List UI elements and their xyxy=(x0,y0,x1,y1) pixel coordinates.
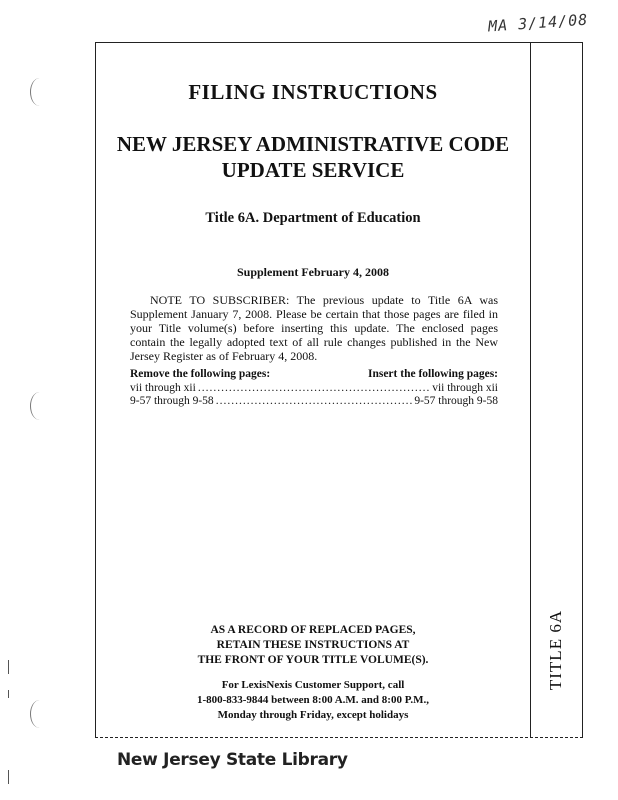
remove-pages: 9-57 through 9-58 xyxy=(130,395,214,407)
edge-mark xyxy=(8,770,9,784)
insert-pages: vii through xii xyxy=(432,381,498,394)
record-line: AS A RECORD OF REPLACED PAGES, xyxy=(210,624,416,636)
binder-hole-mark xyxy=(30,392,49,420)
dot-leader xyxy=(216,395,413,409)
insert-pages: 9-57 through 9-58 xyxy=(414,395,498,407)
page-bottom-border xyxy=(95,737,583,738)
insert-header: Insert the following pages: xyxy=(367,368,498,380)
remove-header: Remove the following pages: xyxy=(130,368,271,380)
page-subtitle xyxy=(95,131,531,183)
record-line: RETAIN THESE INSTRUCTIONS AT xyxy=(216,639,410,651)
subscriber-note xyxy=(130,293,498,363)
page-replacement-table xyxy=(130,368,498,409)
title-tab-label: TITLE 6A xyxy=(546,609,566,691)
subscriber-note-text: NOTE TO SUBSCRIBER: The previous update to Title 6A was Supplement January 7, 2008. Please be certain that those pages are filed in your Title volume(s) before inserting this update. The enclosed pages contain the legally adopted text of all rule changes published in the New Jersey Register as of February 4, 2008. xyxy=(130,293,498,363)
record-instructions xyxy=(95,623,531,668)
remove-pages: vii through xii xyxy=(130,381,196,394)
title-tab xyxy=(530,600,582,700)
binder-hole-mark xyxy=(30,700,49,728)
library-stamp: New Jersey State Library xyxy=(117,750,348,770)
table-row xyxy=(130,382,498,396)
record-line: THE FRONT OF YOUR TITLE VOLUME(S). xyxy=(197,654,429,666)
title-section-heading: Title 6A. Department of Education xyxy=(205,210,421,226)
support-line: Monday through Friday, except holidays xyxy=(217,709,409,721)
subtitle-line: UPDATE SERVICE xyxy=(221,158,405,182)
customer-support-info xyxy=(95,678,531,723)
dot-leader xyxy=(198,382,430,396)
supplement-date: Supplement February 4, 2008 xyxy=(236,265,389,279)
support-line: For LexisNexis Customer Support, call xyxy=(221,679,405,691)
edge-mark xyxy=(8,690,9,698)
table-header-row xyxy=(130,368,498,382)
subtitle-line: NEW JERSEY ADMINISTRATIVE CODE xyxy=(116,132,510,156)
binder-hole-mark xyxy=(30,78,49,106)
table-row xyxy=(130,395,498,409)
edge-mark xyxy=(8,660,9,674)
page-title: FILING INSTRUCTIONS xyxy=(188,80,438,104)
handwritten-note: MA 3/14/08 xyxy=(487,10,589,36)
support-line: 1-800-833-9844 between 8:00 A.M. and 8:00 P.M., xyxy=(196,694,430,706)
